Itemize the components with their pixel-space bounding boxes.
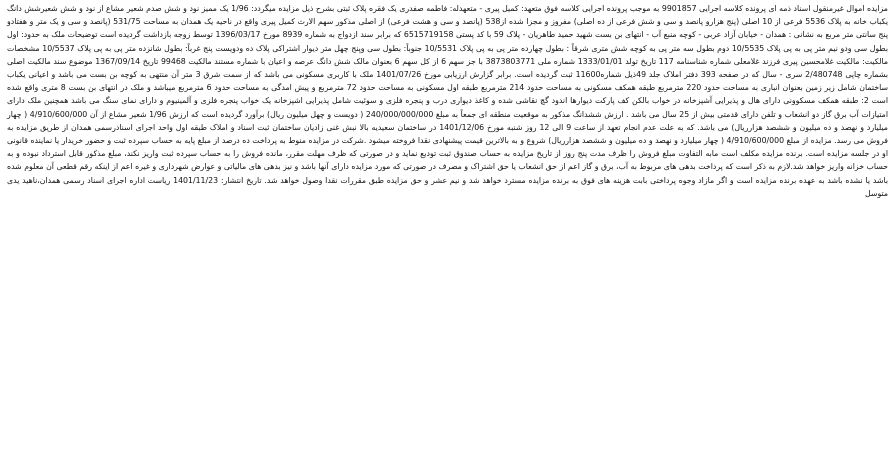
notice-body: مزایده اموال غیرمنقول اسناد ذمه ای پرونده کلاسه اجرایی 9901857 به موجب پرونده اجرایی کلاسه فوق متعهد: کمیل پیری - متعهدله: فاطمه صفدری یک فقره پلاک ثبتی بشرح ذیل مزایده میگردد: 1/96 یک ممیز نود و شش صدم شعیر مشاع از نود و شش شعیرشش دانگ یکباب خانه به پلاک 5536 فرعی از 10 اصلی (پنج هزارو پانصد و سی و شش فرعی از ده اصلی) مفروز و مجزا شده از538 (پانصد و سی و هشت فرعی) از اصلی مذکور سهم الارث کمیل پیری واقع در ناحیه یک همدان به مساحت 531/75 (پانصد و سی و یک متر و هفتادو پنج سانتی متر مربع به نشانی : همدان - خیابان آزاد عربی - کوچه منبع آب - انتهای بن بست شهید حمید طاهریان - پلاک 59 با کد پستی 6515719158 که برابر سند ازدواج به شماره 8939 مورخ 1396/03/17 توسط زوجه بازداشت گردیده است توضیحات ملک به حدود: اول بطول سی ودو نیم متر پی به پی پلاک 10/5535 دوم بطول سه متر پی به کوچه شش متری شرقاً : بطول چهارده متر پی به پی پلاک 10/5531 جنوباً: بطول سی وپنج چهل متر دیوار اشتراکی پلاک ده ودویست پنج غرباً: بطول شانزده متر پی به پی پلاک 10/5537 مشخصات مالکیت: مالکیت غلامحسین پیری فرزند غلامعلی شماره شناسنامه 117 تاریخ تولد 1333/01/01 شماره ملی 3873803771 با جز سهم 6 از کل سهم 6 بعنوان مالک شش دانگ عرصه و اعیان با شماره مستند مالکیت 99468 تاریخ 1367/09/14 موضوع سند مالکیت اصلی بشماره چاپی 2/480748 سری - سال که در صفحه 393 دفتر املاک جلد 49ذیل شماره11600 ثبت گردیده است. برابر گزارش ارزیابی مورخ 1401/07/26 ملک با کاربری مسکونی می باشد که از سمت شرق 3 متر آن منتهی به کوچه بن بست می باشد و اعیانی یکباب ساختمان شامل زیر زمین بعنوان انباری به مساحت حدود 220 مترمربع طبقه همکف مسکونی به مساحت حدود 214 مترمربع طبقه اول مسکونی به مساحت حدود 72 مترمربع و پیش امدگی به مساحت حدود 6 مترمربع میباشد و ملک در انتهای بن بست 8 متری واقع شده است 2: طبقه همکف مسکوونی دارای هال و پذیرایی آشپزخانه در خواب بالکن کف پارکت دیوارها اندود گچ نقاشی شده و کاغذ دیواری درب و پنجره فلزی و سوئیت شامل پذیرایی اشپزخانه یک خواب پنجره فلزی و آلمینیوم و دارای نمای سنگ می باشد همچنین ملک دارای امتیازات آب برق گاز دو انشعاب و تلفن دارای قدمتی بیش از 25 سال می باشد . ارزش ششدانگ مذکور به موقعیت منطقه ای جمعاً به مبلغ 240/000/000/000 ( دویست و چهل میلیون ریال) برآورد گردیده است که ارزش 1/96 شعیر مشاع از آن 4/910/600/000 ( چهار میلیارد و نهصد و ده میلیون و ششصد هزارریال) می باشد. که به علت عدم انجام تعهد از ساعت 9 الی 12 روز شنبه مورخ 1401/12/06 در ساختمان سعیدیه بالا نبش غنی زادیان ساختمان ثبت اسناد و املاک طبقه اول واحد اجرای اسنادرسمی همدان از طریق مزایده به فروش می رسد. مزایده از مبلغ 4/910/600/000 ( چهار میلیارد و نهصد و ده میلیون و ششصد هزارریال) شروع و به بالاترین قیمت پیشنهادی نقدا فروخته میشود .شرکت در مزایده منوط به پرداخت ده درصد از مبلغ پایه به حساب سپرده ثبت و حضور خریدار یا نماینده قانونی او در جلسه مزایده است. برنده مزایده مکلف است مابه التفاوت مبلغ فروش را ظرف مدت پنج روز از تاریخ مزایده به حساب صندوق ثبت تودیع نماید و در صورتی که ظرف مهلت مقرر، مانده فروش را به حساب سپرده ثبت واریز نکند، مبلغ مذکور قابل استرداد نبوده و به حساب خزانه واریز خواهد شد.لازم به ذکر است که پرداخت بدهی های مربوط به آب، برق و گاز اعم از حق انشعاب یا حق اشتراک و مصرف در صورتی که مورد مزایده دارای آنها باشد و نیز بدهی های مالیاتی و عوارض شهرداری و غیره اعم از اینکه رقم قطعی آن معلوم شده باشد یا نشده باشد به عهده برنده مزایده است و اگر مازاد وجوه پرداختی بابت هزینه های فوق به برنده مزایده مسترد خواهد شد و نیم عشر و حق مزایده طبق مقررات نقدا وصول خواهد شد. تاریخ انتشار: 1401/11/23 ریاست اداره اجرای اسناد رسمی همدان،ناهید یدی متوسل [7,4,889,198]
